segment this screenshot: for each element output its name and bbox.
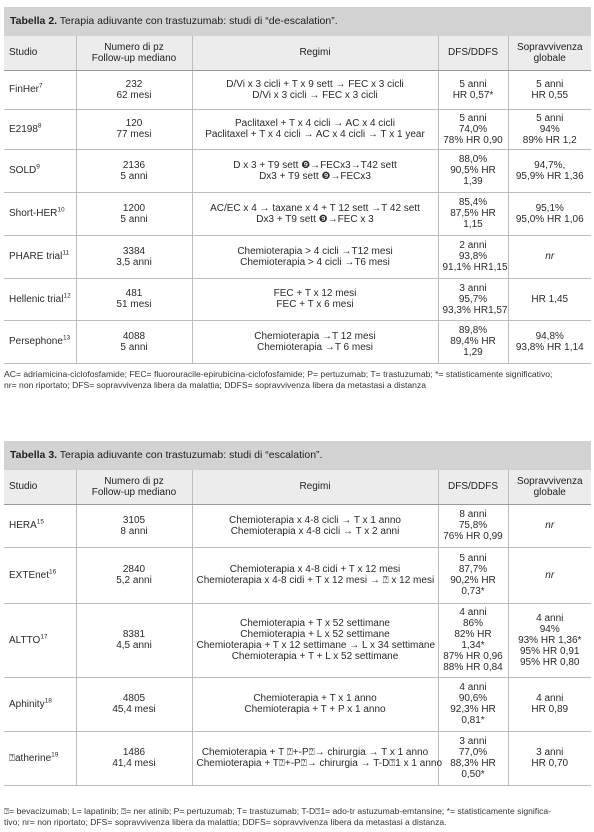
regimens: Chemioterapia x 4-8 cicli → T x 1 anno Chemioterapia x 4-8 cicli → T x 2 anni: [192, 504, 438, 547]
table-row: [4, 278, 591, 320]
overall-survival: nr: [508, 504, 591, 547]
dfs-ddfs: 88,0% 90,5% HR 1,39: [438, 149, 508, 192]
patient-count: 232 62 mesi: [76, 70, 192, 109]
table-3: [4, 441, 591, 786]
study-name: ⍰atherine$^{19}$: [4, 731, 76, 785]
header-study: Studio: [4, 470, 76, 504]
table-2-header-row: [4, 36, 591, 70]
overall-survival: nr: [508, 235, 591, 278]
overall-survival: 4 anni HR 0,89: [508, 677, 591, 731]
dfs-ddfs: 5 anni HR 0,57*: [438, 70, 508, 109]
reference-number: 12: [63, 292, 71, 300]
table-row: [4, 320, 591, 363]
reference-number: 18: [44, 697, 52, 705]
table-3-title-text: Terapia adiuvante con trastuzumab: studi di “escalation”.: [57, 449, 323, 461]
header-survival: Sopravvivenza globale: [508, 36, 591, 70]
study-name: FinHer$^7$: [4, 70, 76, 109]
table-3-footnote: ⍰= bevacizumab; L= lapatinib; ⍰= ner atinib; P= pertuzumab; T= trastuzumab; T-D⍰1= ado-tr astuzumab-emtansine; *= statisticamente significa- tivo; nr= non riportato; DFS= sopravvivenza libera da malattia; DDFS= sopravvivenza libera da metastasi a distanza.: [4, 806, 552, 827]
table-row: [4, 149, 591, 192]
header-patients: Numero di pz Follow-up mediano: [76, 470, 192, 504]
regimens: D x 3 + T9 sett ❾→FECx3→T42 sett Dx3 + T9 sett ❾→FECx3: [192, 149, 438, 192]
overall-survival: 3 anni HR 0,70: [508, 731, 591, 785]
study-name: EXTEnet$^{16}$: [4, 547, 76, 603]
regimens: D/Vi x 3 cicli + T x 9 sett → FEC x 3 cicli D/Vi x 3 cicli → FEC x 3 cicli: [192, 70, 438, 109]
table-row: [4, 504, 591, 547]
dfs-ddfs: 5 anni 87,7% 90,2% HR 0,73*: [438, 547, 508, 603]
patient-count: 2840 5,2 anni: [76, 547, 192, 603]
regimens: Chemioterapia + T x 52 settimane Chemioterapia + L x 52 settimane Chemioterapia + T x 12 settimane → L x 34 settimane Chemioterapia + T + L x 52 settimane: [192, 603, 438, 677]
study-name: Persephone$^{13}$: [4, 320, 76, 363]
header-dfs: DFS/DDFS: [438, 36, 508, 70]
header-dfs: DFS/DDFS: [438, 470, 508, 504]
patient-count: 120 77 mesi: [76, 109, 192, 149]
overall-survival: 5 anni 94% 89% HR 1,2: [508, 109, 591, 149]
dfs-ddfs: 2 anni 93,8% 91,1% HR1,15: [438, 235, 508, 278]
regimens: Paclitaxel + T x 4 cicli → AC x 4 cicli Paclitaxel + T x 4 cicli → AC x 4 cicli → T x 1 year: [192, 109, 438, 149]
patient-count: 2136 5 anni: [76, 149, 192, 192]
dfs-ddfs: 3 anni 95,7% 93,3% HR1,57: [438, 278, 508, 320]
dfs-ddfs: 5 anni 74,0% 78% HR 0,90: [438, 109, 508, 149]
table-row: [4, 731, 591, 785]
overall-survival: nr: [508, 547, 591, 603]
table-row: [4, 235, 591, 278]
dfs-ddfs: 4 anni 86% 82% HR 1,34* 87% HR 0,96 88% HR 0,84: [438, 603, 508, 677]
study-name: Aphinity$^{18}$: [4, 677, 76, 731]
reference-number: 11: [62, 249, 70, 257]
patient-count: 3105 8 anni: [76, 504, 192, 547]
table-row: [4, 70, 591, 109]
dfs-ddfs: 8 anni 75,8% 76% HR 0,99: [438, 504, 508, 547]
patient-count: 4088 5 anni: [76, 320, 192, 363]
table-row: [4, 677, 591, 731]
table-2: [4, 7, 591, 364]
regimens: Chemioterapia + T ⍰+-P⍰→ chirurgia → T x 1 anno Chemioterapia + T⍰+-P⍰→ chirurgia → T-D⍰1 x 1 anno: [192, 731, 438, 785]
dfs-ddfs: 3 anni 77,0% 88,3% HR 0,50*: [438, 731, 508, 785]
regimens: AC/EC x 4 → taxane x 4 + T 12 sett →T 42 sett Dx3 + T9 sett ❾→FEC x 3: [192, 192, 438, 235]
reference-number: 8: [37, 122, 42, 130]
patient-count: 3384 3,5 anni: [76, 235, 192, 278]
table-3-header-row: [4, 470, 591, 504]
regimens: Chemioterapia →T 12 mesi Chemioterapia →T 6 mesi: [192, 320, 438, 363]
table-2-title-text: Terapia adiuvante con trastuzumab: studi di “de-escalation”.: [57, 15, 338, 27]
study-name: ALTTO$^{17}$: [4, 603, 76, 677]
study-name: Hellenic trial$^{12}$: [4, 278, 76, 320]
overall-survival: 4 anni 94% 93% HR 1,36* 95% HR 0,91 95% HR 0,80: [508, 603, 591, 677]
patient-count: 481 51 mesi: [76, 278, 192, 320]
regimens: Chemioterapia + T x 1 anno Chemioterapia + T + P x 1 anno: [192, 677, 438, 731]
overall-survival: 94,8% 93,8% HR 1,14: [508, 320, 591, 363]
study-name: E2198$^8$: [4, 109, 76, 149]
reference-number: 16: [49, 568, 57, 576]
study-name: PHARE trial$^{11}$: [4, 235, 76, 278]
overall-survival: 94,7%, 95,9% HR 1,36: [508, 149, 591, 192]
table-row: [4, 109, 591, 149]
reference-number: 15: [36, 518, 45, 526]
header-regimens: Regimi: [192, 36, 438, 70]
header-regimens: Regimi: [192, 470, 438, 504]
table-3-title: [4, 441, 591, 470]
dfs-ddfs: 85,4% 87,5% HR 1,15: [438, 192, 508, 235]
table-row: [4, 192, 591, 235]
reference-number: 19: [51, 751, 59, 759]
patient-count: 1486 41,4 mesi: [76, 731, 192, 785]
patient-count: 1200 5 anni: [76, 192, 192, 235]
regimens: Chemioterapia > 4 cicli →T12 mesi Chemioterapia > 4 cicli →T6 mesi: [192, 235, 438, 278]
reference-number: 7: [39, 82, 43, 90]
study-name: SOLD$^9$: [4, 149, 76, 192]
reference-number: 13: [62, 334, 71, 342]
patient-count: 4805 45,4 mesi: [76, 677, 192, 731]
reference-number: 10: [57, 206, 65, 214]
reference-number: 9: [36, 163, 40, 171]
header-patients: Numero di pz Follow-up mediano: [76, 36, 192, 70]
table-3-grid: [4, 470, 591, 786]
regimens: FEC + T x 12 mesi FEC + T x 6 mesi: [192, 278, 438, 320]
table-2-title: [4, 7, 591, 36]
table-row: [4, 547, 591, 603]
regimens: Chemioterapia x 4-8 cidi + T x 12 mesi Chemioterapia x 4-8 cidi + T x 12 mesi → ⍰ x 12 mesi: [192, 547, 438, 603]
reference-number: 17: [40, 633, 48, 641]
table-2-footnote: AC= adriamicina-ciclofosfamide; FEC= fluorouracile-epirubicina-ciclofosfamide; P= pertuzumab; T= trastuzumab; *= statisticamente significativo; nr= non riportato; DFS= sopravvivenza libera da malattia; DDFS= sopravvivenza libera da metastasi a distanza: [4, 369, 553, 390]
header-study: Studio: [4, 36, 76, 70]
header-survival: Sopravvivenza globale: [508, 470, 591, 504]
dfs-ddfs: 89,8% 89,4% HR 1,29: [438, 320, 508, 363]
overall-survival: 5 anni HR 0,55: [508, 70, 591, 109]
table-row: [4, 603, 591, 677]
study-name: Short-HER$^{10}$: [4, 192, 76, 235]
table-2-grid: [4, 36, 591, 364]
patient-count: 8381 4,5 anni: [76, 603, 192, 677]
overall-survival: HR 1,45: [508, 278, 591, 320]
dfs-ddfs: 4 anni 90,6% 92,3% HR 0,81*: [438, 677, 508, 731]
table-3-title-number: Tabella 3.: [10, 449, 58, 461]
table-2-title-number: Tabella 2.: [10, 15, 58, 27]
study-name: HERA$^{15}$: [4, 504, 76, 547]
overall-survival: 95,1% 95,0% HR 1,06: [508, 192, 591, 235]
